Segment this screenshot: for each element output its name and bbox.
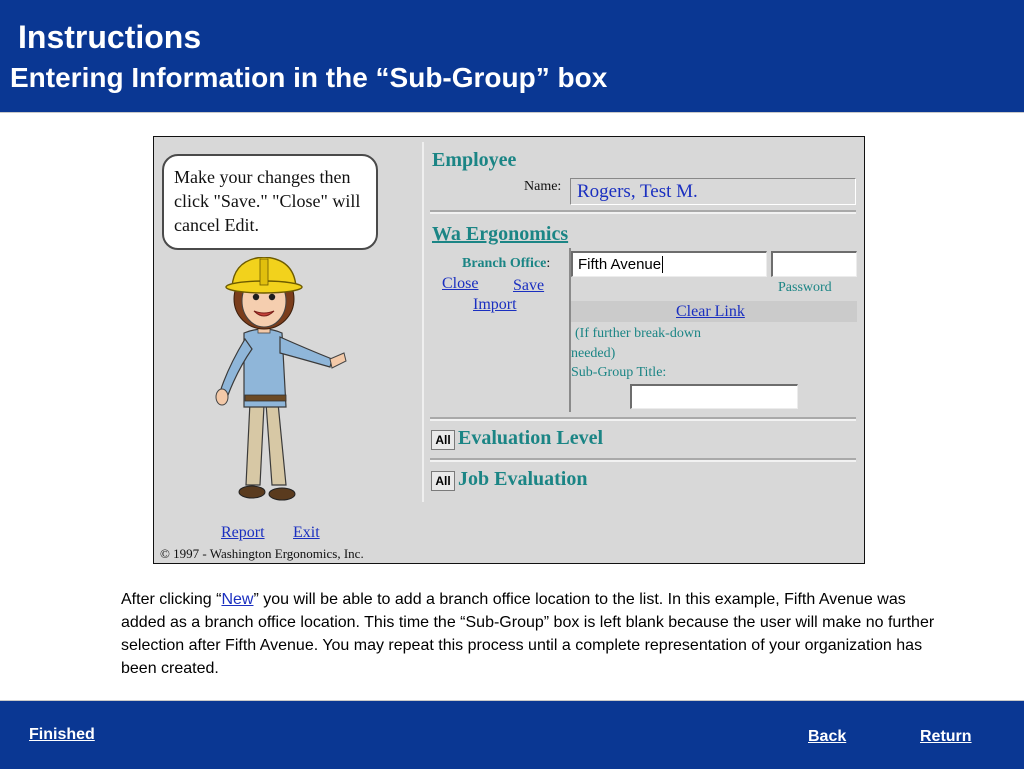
branch-office-colon: :: [546, 256, 551, 271]
password-input[interactable]: [771, 251, 857, 277]
branch-office-input-value: Fifth Avenue: [578, 256, 662, 273]
branch-office-input[interactable]: [571, 251, 767, 277]
section-divider: [430, 458, 856, 462]
page-subtitle: Entering Information in the “Sub-Group” box: [10, 62, 608, 93]
copyright-notice: © 1997 - Washington Ergonomics, Inc.: [160, 546, 364, 561]
application-screenshot: [153, 136, 865, 564]
branch-office-label-text: Branch Office: [462, 256, 547, 271]
close-link[interactable]: Close: [442, 275, 479, 292]
job-evaluation-all-button[interactable]: All: [431, 471, 455, 491]
evaluation-level-all-button[interactable]: All: [431, 430, 455, 450]
further-breakdown-note-cont: needed): [571, 346, 616, 361]
title-banner: [0, 0, 1024, 113]
job-evaluation-title: Job Evaluation: [458, 468, 588, 490]
import-link[interactable]: Import: [473, 296, 517, 313]
section-divider: [430, 210, 856, 214]
finished-link[interactable]: Finished: [29, 726, 95, 743]
company-link[interactable]: Wa Ergonomics: [432, 223, 569, 245]
name-label: Name:: [524, 179, 562, 194]
paragraph-text-rest: ” you will be able to add a branch office location to the list. In this example, Fifth Avenue was added as a branch office location. This time the “Sub-Group” box is left blank because the user will make no further selection after Fifth Avenue. You may repeat this process until a complete representation of your organization has been created.: [121, 591, 935, 677]
password-label: Password: [778, 280, 832, 295]
speech-bubble: Make your changes then click "Save." "Close" will cancel Edit.: [162, 154, 378, 250]
text-caret: [662, 256, 663, 273]
further-breakdown-note: (If further break-down: [575, 326, 701, 341]
return-link[interactable]: Return: [920, 728, 972, 745]
paragraph-text-start: After clicking “: [121, 591, 222, 608]
clear-link[interactable]: Clear Link: [676, 303, 745, 320]
employee-section-title: Employee: [432, 149, 517, 171]
footer-bar: [0, 700, 1024, 769]
employee-form-panel: [422, 142, 863, 502]
evaluation-level-title: Evaluation Level: [458, 427, 604, 449]
page-title: Instructions: [18, 19, 202, 55]
instruction-paragraph: [121, 588, 941, 680]
section-divider: [430, 417, 856, 421]
branch-office-label: [462, 256, 550, 272]
new-link[interactable]: New: [221, 591, 254, 608]
back-link[interactable]: Back: [808, 728, 847, 745]
report-link[interactable]: Report: [221, 524, 265, 541]
exit-link[interactable]: Exit: [293, 524, 320, 541]
save-link[interactable]: Save: [513, 277, 545, 294]
guide-character-illustration: [182, 257, 352, 507]
subgroup-title-label: Sub-Group Title:: [571, 365, 667, 380]
subgroup-title-input[interactable]: [630, 384, 798, 409]
employee-name-value: Rogers, Test M.: [570, 178, 856, 205]
